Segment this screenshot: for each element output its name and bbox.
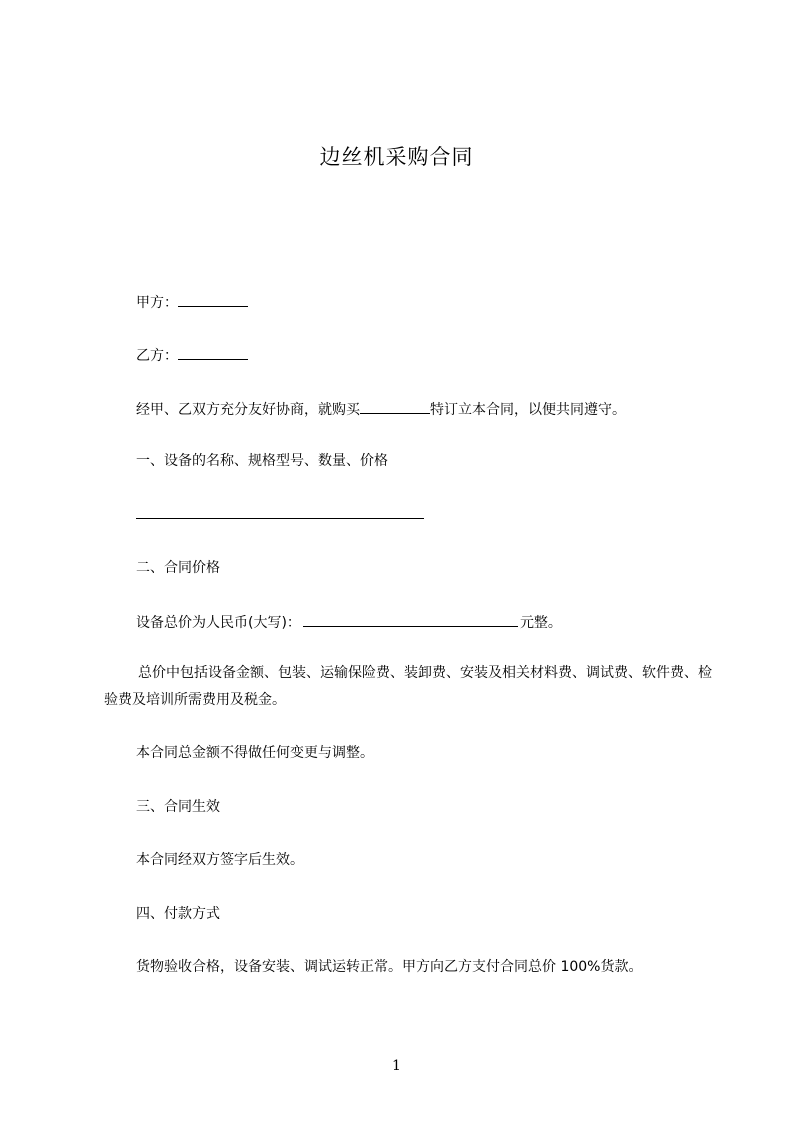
party-a-blank [178, 291, 248, 307]
party-b-blank [178, 344, 248, 360]
intro-text-start: 经甲、乙双方充分友好协商，就购买 [136, 402, 360, 418]
section1-heading: 一、设备的名称、规格型号、数量、价格 [136, 453, 388, 469]
intro-line [136, 398, 626, 420]
party-a-label: 甲方： [136, 295, 178, 311]
section4-heading: 四、付款方式 [136, 906, 220, 922]
purchase-item-blank [360, 398, 430, 414]
party-a-line [136, 291, 248, 313]
price-amount-blank [303, 611, 518, 627]
party-b-label: 乙方： [136, 348, 178, 364]
section3-heading: 三、合同生效 [136, 799, 220, 815]
effective-text: 本合同经双方签字后生效。 [136, 852, 304, 868]
price-includes-text: 总价中包括设备金额、包装、运输保险费、装卸费、安装及相关材料费、调试费、软件费、检验费及培训所需费用及税金。 [104, 665, 712, 708]
price-fixed-text: 本合同总金额不得做任何变更与调整。 [136, 745, 374, 761]
intro-text-end: 特订立本合同，以便共同遵守。 [430, 402, 626, 418]
section2-heading: 二、合同价格 [136, 560, 220, 576]
party-b-line [136, 344, 248, 366]
equipment-blank-line [136, 518, 424, 519]
price-line [136, 611, 562, 633]
price-suffix: 元整。 [519, 615, 562, 631]
page-number: 1 [392, 1058, 401, 1074]
payment-text: 货物验收合格，设备安装、调试运转正常。甲方向乙方支付合同总价 100%货款。 [136, 959, 643, 975]
price-label: 设备总价为人民币(大写)： [136, 615, 301, 631]
price-includes-paragraph [104, 660, 716, 714]
document-title: 边丝机采购合同 [319, 145, 474, 169]
